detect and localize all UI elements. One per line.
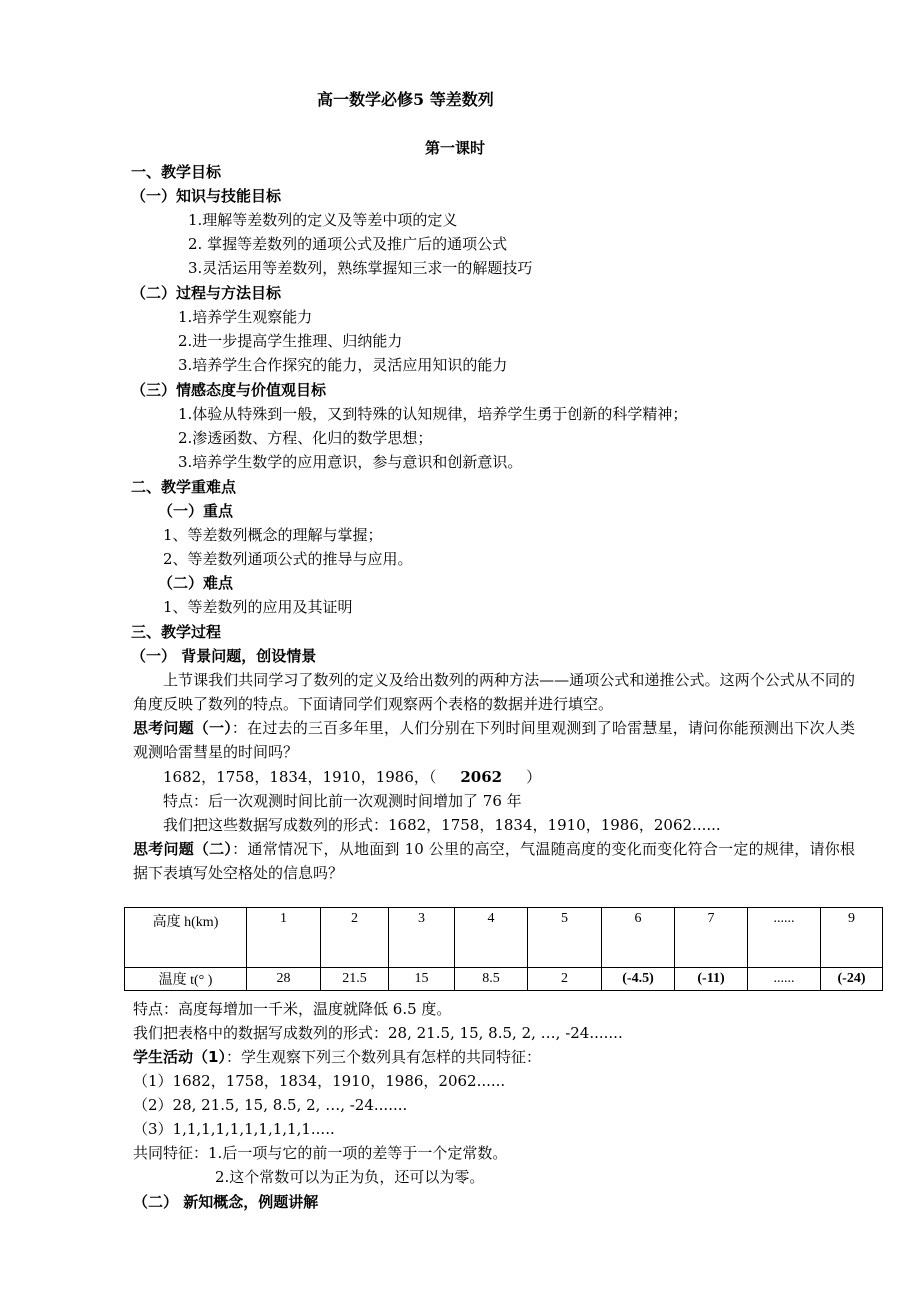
- sequence-item: （2）28, 21.5, 15, 8.5, 2, …, -24.......: [133, 1096, 408, 1114]
- question-2-label: 思考问题（二）: [133, 840, 233, 858]
- objective-item: 3.培养学生合作探究的能力，灵活应用知识的能力: [178, 356, 508, 374]
- height-row: [125, 908, 883, 968]
- table-cell: 2: [528, 968, 602, 991]
- difficult-points-heading: （二）难点: [158, 574, 234, 592]
- question-1-paragraph: [133, 716, 855, 764]
- objective-item: 1.体验从特殊到一般，又到特殊的认知规律，培养学生勇于创新的科学精神；: [178, 405, 688, 423]
- common-feature-label: 共同特征：: [133, 1144, 209, 1162]
- table-cell: 6: [602, 908, 675, 968]
- table-cell: 4: [455, 908, 528, 968]
- common-feature-item: 2.这个常数可以为正为负，还可以为零。: [215, 1168, 485, 1186]
- objective-item: 2.渗透函数、方程、化归的数学思想；: [178, 429, 433, 447]
- lesson-subtitle: 第一课时: [425, 139, 486, 157]
- question-1-label: 思考问题（一）: [133, 719, 232, 737]
- table-cell: 21.5: [321, 968, 389, 991]
- question-2-feature: 特点：高度每增加一千米，温度就降低 6.5 度。: [133, 1000, 452, 1018]
- temperature-row: [125, 968, 883, 991]
- table-cell: 1: [247, 908, 321, 968]
- activity-line: [133, 1047, 541, 1067]
- table-cell: 3: [389, 908, 455, 968]
- activity-text: ：学生观察下列三个数列具有怎样的共同特征：: [225, 1048, 541, 1066]
- key-point-item: 1、等差数列概念的理解与掌握；: [163, 526, 383, 544]
- difficult-point-item: 1、等差数列的应用及其证明: [163, 598, 353, 616]
- table-cell: ......: [748, 908, 821, 968]
- question-1-sequence-line: [163, 767, 541, 787]
- subsection-1-heading: （一）知识与技能目标: [131, 187, 282, 205]
- section-1-heading: 一、教学目标: [131, 163, 222, 181]
- objective-item: 1.培养学生观察能力: [178, 308, 313, 326]
- common-feature-item: 1.后一项与它的前一项的差等于一个定常数。: [208, 1144, 508, 1162]
- table-cell: 2: [321, 908, 389, 968]
- table-answer-cell: (-4.5): [602, 968, 675, 991]
- objective-item: 2.进一步提高学生推理、归纳能力: [178, 332, 403, 350]
- table-cell: 5: [528, 908, 602, 968]
- question-2-paragraph: [133, 837, 855, 885]
- objective-item: 2. 掌握等差数列的通项公式及推广后的通项公式: [188, 235, 508, 253]
- key-point-item: 2、等差数列通项公式的推导与应用。: [163, 550, 413, 568]
- intro-text: 上节课我们共同学习了数列的定义及给出数列的两种方法——通项公式和递推公式。这两个公式从不同的角度反映了数列的特点。下面请同学们观察两个表格的数据并进行填空。: [133, 671, 855, 713]
- table-cell: 28: [247, 968, 321, 991]
- temperature-row-header: 温度 t(° ): [125, 968, 247, 991]
- table-cell: 8.5: [455, 968, 528, 991]
- document-title: 高一数学必修5 等差数列: [317, 90, 494, 109]
- subsection-2-heading: （二）过程与方法目标: [131, 284, 282, 302]
- sequence-item: （3）1,1,1,1,1,1,1,1,1,1.....: [133, 1120, 335, 1138]
- subsection-3-heading: （三）情感态度与价值观目标: [131, 381, 327, 399]
- table-cell: 7: [675, 908, 748, 968]
- section-2-heading: 二、教学重难点: [131, 478, 237, 496]
- key-points-heading: （一）重点: [158, 502, 234, 520]
- height-row-header: 高度 h(km): [125, 908, 247, 968]
- table-cell: ......: [748, 968, 821, 991]
- intro-paragraph: [133, 668, 855, 716]
- activity-label: 学生活动（1）: [133, 1048, 226, 1066]
- question-1-sequence-prefix: 1682，1758，1834，1910，1986，（: [163, 768, 437, 786]
- question-1-sequence-suffix: ）: [526, 768, 542, 786]
- question-2-text: ：通常情况下，从地面到 10 公里的高空，气温随高度的变化而变化符合一定的规律，请你根据下表填写处空格处的信息吗？: [133, 840, 855, 882]
- temperature-table: [124, 907, 883, 991]
- question-1-text: ：在过去的三百多年里，人们分别在下列时间里观测到了哈雷慧星，请问你能预测出下次人类观测哈雷彗星的时间吗？: [133, 719, 855, 761]
- part-1-heading: （一） 背景问题，创设情景: [131, 647, 317, 665]
- question-2-sequence: 我们把表格中的数据写成数列的形式：28, 21.5, 15, 8.5, 2, …, -24.......: [133, 1024, 623, 1042]
- common-feature-line: [133, 1143, 507, 1163]
- objective-item: 3.培养学生数学的应用意识，参与意识和创新意识。: [178, 453, 523, 471]
- question-1-sequence: 我们把这些数据写成数列的形式：1682，1758，1834，1910，1986，2062......: [163, 816, 721, 834]
- part-2-heading: （二） 新知概念，例题讲解: [133, 1193, 319, 1211]
- question-1-feature: 特点：后一次观测时间比前一次观测时间增加了 76 年: [163, 792, 522, 810]
- question-1-answer: 2062: [460, 768, 503, 786]
- sequence-item: （1）1682，1758，1834，1910，1986，2062......: [133, 1072, 506, 1090]
- objective-item: 3.灵活运用等差数列，熟练掌握知三求一的解题技巧: [188, 259, 533, 277]
- table-answer-cell: (-24): [821, 968, 883, 991]
- table-answer-cell: (-11): [675, 968, 748, 991]
- table-cell: 15: [389, 968, 455, 991]
- objective-item: 1.理解等差数列的定义及等差中项的定义: [188, 211, 458, 229]
- table-cell: 9: [821, 908, 883, 968]
- section-3-heading: 三、教学过程: [131, 623, 222, 641]
